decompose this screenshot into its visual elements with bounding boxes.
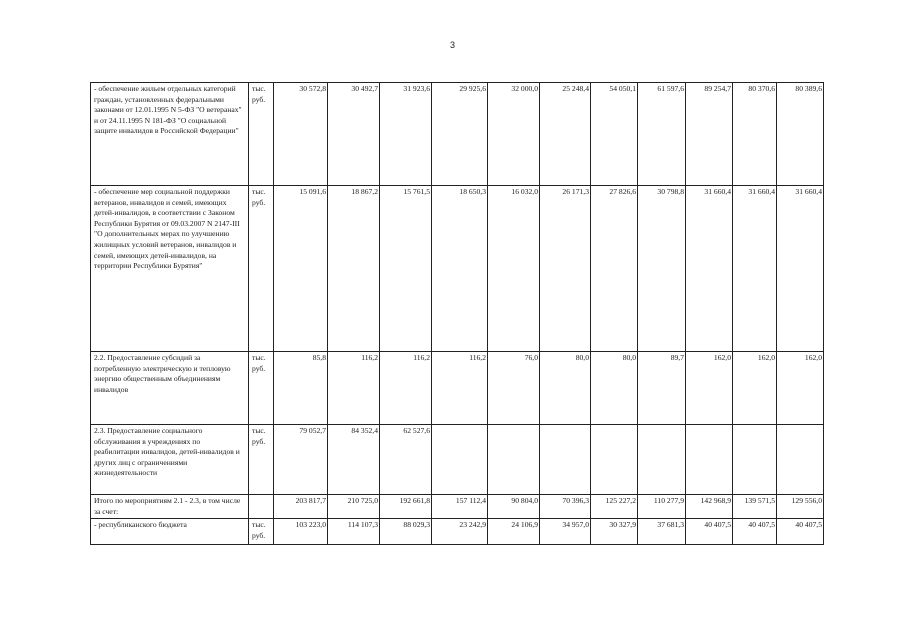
value-cell: 192 661,8 (380, 495, 432, 519)
value-cell: 162,0 (777, 352, 824, 425)
value-cell: 76,0 (488, 352, 540, 425)
value-cell: 18 867,2 (328, 186, 380, 352)
value-cell: 157 112,4 (432, 495, 488, 519)
value-cell: 15 761,5 (380, 186, 432, 352)
value-cell: 125 227,2 (591, 495, 638, 519)
row-unit-cell: тыс. руб. (249, 519, 274, 545)
value-cell: 31 660,4 (733, 186, 777, 352)
row-name-cell: 2.3. Предоставление социального обслуживания в учреждениях по реабилитации инвалидов, детей-инвалидов и других лиц с ограничениями жизнедеятельности (91, 425, 249, 495)
value-cell: 116,2 (432, 352, 488, 425)
value-cell: 70 396,3 (540, 495, 591, 519)
value-cell: 114 107,3 (328, 519, 380, 545)
value-cell: 30 327,9 (591, 519, 638, 545)
value-cell: 103 223,0 (274, 519, 328, 545)
value-cell: 30 572,8 (274, 83, 328, 186)
value-cell: 31 923,6 (380, 83, 432, 186)
value-cell (540, 425, 591, 495)
value-cell: 139 571,5 (733, 495, 777, 519)
table-row (91, 519, 824, 545)
value-cell (488, 425, 540, 495)
value-cell: 210 725,0 (328, 495, 380, 519)
row-unit-cell: тыс. руб. (249, 186, 274, 352)
value-cell: 25 248,4 (540, 83, 591, 186)
value-cell: 27 826,6 (591, 186, 638, 352)
value-cell: 37 681,3 (638, 519, 686, 545)
value-cell: 116,2 (380, 352, 432, 425)
value-cell: 23 242,9 (432, 519, 488, 545)
row-unit-cell: тыс. руб. (249, 425, 274, 495)
value-cell: 40 407,5 (733, 519, 777, 545)
value-cell: 26 171,3 (540, 186, 591, 352)
value-cell: 16 032,0 (488, 186, 540, 352)
value-cell: 203 817,7 (274, 495, 328, 519)
value-cell: 79 052,7 (274, 425, 328, 495)
row-name-cell: - обеспечение жильем отдельных категорий граждан, установленных федеральными законами от 12.01.1995 N 5-ФЗ "О ветеранах" и от 24.11.1995 N 181-ФЗ "О социальной защите инвалидов в Российской Федерации" (91, 83, 249, 186)
value-cell: 40 407,5 (686, 519, 733, 545)
row-unit-cell: тыс. руб. (249, 352, 274, 425)
value-cell: 62 527,6 (380, 425, 432, 495)
value-cell (432, 425, 488, 495)
value-cell: 32 000,0 (488, 83, 540, 186)
page-number: 3 (449, 40, 455, 50)
row-unit-cell: тыс. руб. (249, 83, 274, 186)
row-name-cell: - республиканского бюджета (91, 519, 249, 545)
value-cell (733, 425, 777, 495)
table-row (91, 352, 824, 425)
table-row (91, 495, 824, 519)
value-cell: 15 091,6 (274, 186, 328, 352)
value-cell: 129 556,0 (777, 495, 824, 519)
row-name-cell: Итого по мероприятиям 2.1 - 2.3, в том числе за счет: (91, 495, 249, 519)
value-cell (591, 425, 638, 495)
value-cell (777, 425, 824, 495)
value-cell: 84 352,4 (328, 425, 380, 495)
value-cell: 162,0 (733, 352, 777, 425)
value-cell (638, 425, 686, 495)
row-name-cell: 2.2. Предоставление субсидий за потребленную электрическую и тепловую энергию общественным объединениям инвалидов (91, 352, 249, 425)
table-row (91, 425, 824, 495)
value-cell: 40 407,5 (777, 519, 824, 545)
value-cell: 80,0 (540, 352, 591, 425)
row-unit-cell (249, 495, 274, 519)
value-cell: 90 804,0 (488, 495, 540, 519)
value-cell: 80,0 (591, 352, 638, 425)
value-cell: 30 492,7 (328, 83, 380, 186)
value-cell: 31 660,4 (777, 186, 824, 352)
value-cell: 18 650,3 (432, 186, 488, 352)
value-cell: 162,0 (686, 352, 733, 425)
value-cell: 89 254,7 (686, 83, 733, 186)
value-cell (686, 425, 733, 495)
table-row (91, 186, 824, 352)
value-cell: 88 029,3 (380, 519, 432, 545)
value-cell: 34 957,0 (540, 519, 591, 545)
value-cell: 80 370,6 (733, 83, 777, 186)
value-cell: 31 660,4 (686, 186, 733, 352)
value-cell: 80 389,6 (777, 83, 824, 186)
value-cell: 30 798,8 (638, 186, 686, 352)
value-cell: 89,7 (638, 352, 686, 425)
budget-table (90, 82, 824, 545)
value-cell: 116,2 (328, 352, 380, 425)
value-cell: 142 968,9 (686, 495, 733, 519)
row-name-cell: - обеспечение мер социальной поддержки ветеранов, инвалидов и семей, имеющих детей-инвалидов, в соответствии с Законом Республики Бурятия от 09.03.2007 N 2147-III "О дополнительных мерах по улучшению жилищных условий ветеранов, инвалидов и семей, имеющих детей-инвалидов, на территории Республики Бурятия" (91, 186, 249, 352)
value-cell: 61 597,6 (638, 83, 686, 186)
value-cell: 110 277,9 (638, 495, 686, 519)
value-cell: 29 925,6 (432, 83, 488, 186)
table-row (91, 83, 824, 186)
value-cell: 24 106,9 (488, 519, 540, 545)
value-cell: 54 050,1 (591, 83, 638, 186)
value-cell: 85,8 (274, 352, 328, 425)
